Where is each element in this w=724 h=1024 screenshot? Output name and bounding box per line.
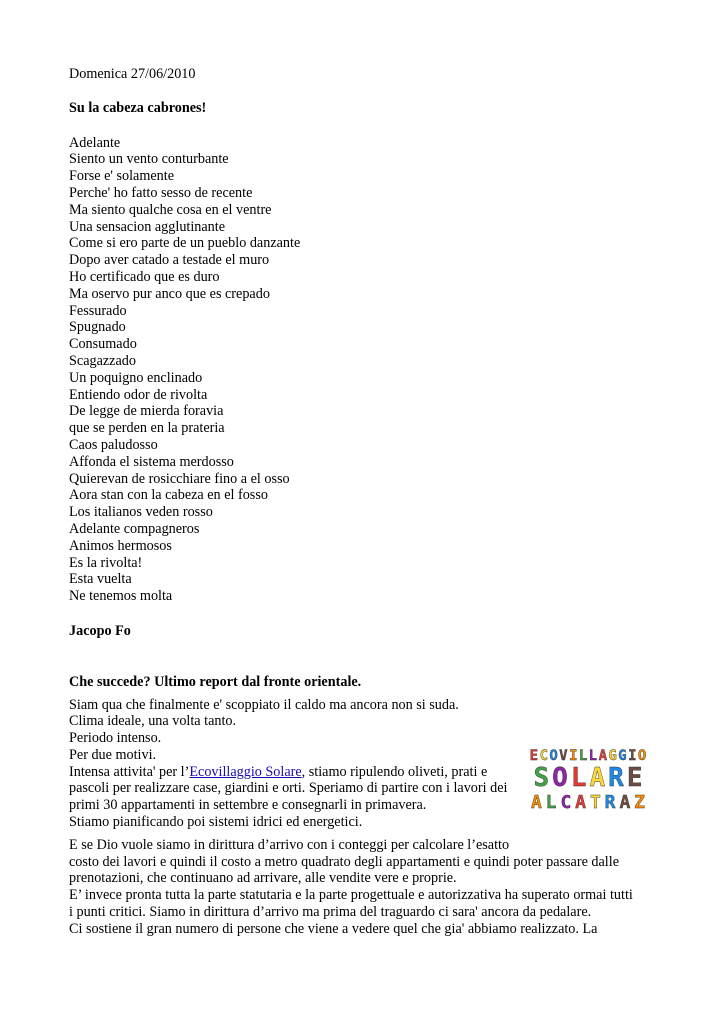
poem-line: Come si ero parte de un pueblo danzante [69, 235, 301, 252]
report-line: primi 30 appartamenti in settembre e consegnarli in primavera. [69, 797, 427, 814]
logo-letter: I [569, 747, 578, 764]
logo-letter: L [578, 747, 588, 764]
ecovillaggio-solare-link[interactable]: Ecovillaggio Solare [189, 763, 302, 780]
document-page [69, 66, 659, 938]
post-date: Domenica 27/06/2010 [69, 66, 196, 82]
logo-letter: T [589, 791, 601, 812]
poem-title: Su la cabeza cabrones! [69, 99, 207, 116]
report-line: Stiamo pianificando poi sistemi idrici ed energetici. [69, 814, 363, 831]
logo-letter: V [559, 747, 568, 764]
logo-letter: R [608, 762, 624, 793]
logo-letter: S [533, 762, 550, 793]
report-line: Siam qua che finalmente e' scoppiato il caldo ma ancora non si suda. [69, 696, 459, 713]
report-title: Che succede? Ultimo report dal fronte orientale. [69, 673, 362, 690]
report-link-line [69, 764, 521, 781]
poem-line: Ho certificado que es duro [69, 268, 220, 285]
poem-line: Scagazzado [69, 352, 136, 369]
poem-line: Adelante compagneros [69, 520, 200, 537]
poem-line: Esta vuelta [69, 571, 132, 588]
ecovillaggio-logo [527, 740, 649, 812]
poem-line: Aora stan con la cabeza en el fosso [69, 487, 268, 504]
report-line: i punti critici. Siamo in dirittura d’arrivo ma prima del traguardo ci sara' ancora da pedalare. [69, 904, 592, 921]
poem-line: Perche' ho fatto sesso de recente [69, 184, 253, 201]
report-paragraph-2 [69, 837, 659, 938]
poem-line: Dopo aver catado a testade el muro [69, 252, 270, 269]
logo-letter: G [608, 747, 617, 764]
poem-line: Los italianos veden rosso [69, 504, 213, 521]
logo-letter: C [560, 791, 572, 812]
logo-letter: A [575, 791, 587, 812]
report-link-prefix: Intensa attivita' per l’ [69, 763, 190, 780]
logo-letter: L [588, 747, 598, 764]
logo-letter: R [604, 791, 616, 812]
report-line: costo dei lavori e quindi il costo a metro quadrato degli appartamenti e quindi poter passare dalle [69, 853, 619, 870]
poem-line: Un poquigno enclinado [69, 369, 203, 386]
logo-letter: L [570, 762, 587, 793]
poem-line: Affonda el sistema merdosso [69, 453, 234, 470]
poem-line: Adelante [69, 134, 121, 151]
poem-line: Siento un vento conturbante [69, 151, 229, 168]
logo-letter: G [618, 747, 627, 764]
logo-letter: A [598, 747, 608, 764]
poem-line: Forse e' solamente [69, 168, 174, 185]
author-signature: Jacopo Fo [69, 622, 131, 639]
poem-line: Entiendo odor de rivolta [69, 386, 208, 403]
logo-letter: E [529, 747, 539, 764]
report-line: Periodo intenso. [69, 730, 162, 747]
poem-line: Una sensacion agglutinante [69, 218, 226, 235]
poem-line: Animos hermosos [69, 537, 172, 554]
poem-line: Ma oservo pur anco que es crepado [69, 285, 270, 302]
poem-line: Spugnado [69, 319, 126, 336]
logo-letter: A [530, 791, 542, 812]
logo-letter: C [539, 747, 549, 764]
report-line: Ci sostiene il gran numero di persone che viene a vedere quel che gia' abbiamo realizzato. La [69, 920, 598, 937]
report-line: prenotazioni, che continuano ad arrivare, alle vendite vere e proprie. [69, 870, 457, 887]
report-line: pascoli per realizzare case, giardini e orti. Speriamo di partire con i lavori dei [69, 780, 508, 797]
logo-letter: L [545, 791, 557, 812]
report-line: E’ invece pronta tutta la parte statutaria e la parte progettuale e autorizzativa ha superato ormai tutti [69, 887, 633, 904]
poem-line: que se perden en la prateria [69, 420, 225, 437]
logo-letter: O [549, 747, 558, 764]
report-link-suffix: , stiamo ripulendo oliveti, prati e [301, 763, 488, 780]
poem-line: Quierevan de rosicchiare fino a el osso [69, 470, 290, 487]
logo-letter: Z [634, 791, 646, 812]
poem-line: De legge de mierda foravia [69, 403, 224, 420]
poem-line: Es la rivolta! [69, 554, 143, 571]
logo-letter: A [589, 762, 606, 793]
poem-line: Consumado [69, 336, 137, 353]
report-line: Clima ideale, una volta tanto. [69, 713, 237, 730]
logo-letter: I [628, 747, 637, 764]
poem-line: Fessurado [69, 302, 127, 319]
logo-letter: O [552, 762, 568, 793]
poem-line: Caos paludosso [69, 436, 158, 453]
logo-letter: A [619, 791, 631, 812]
poem-body [69, 135, 659, 605]
poem-line: Ne tenemos molta [69, 588, 173, 605]
logo-letter: O [637, 747, 647, 764]
report-line: E se Dio vuole siamo in dirittura d’arrivo con i conteggi per calcolare l’esatto [69, 836, 510, 853]
report-section [69, 674, 659, 938]
report-line: Per due motivi. [69, 746, 157, 763]
report-paragraph-1 [69, 697, 521, 831]
logo-letter: E [626, 762, 643, 793]
poem-line: Ma siento qualche cosa en el ventre [69, 201, 272, 218]
